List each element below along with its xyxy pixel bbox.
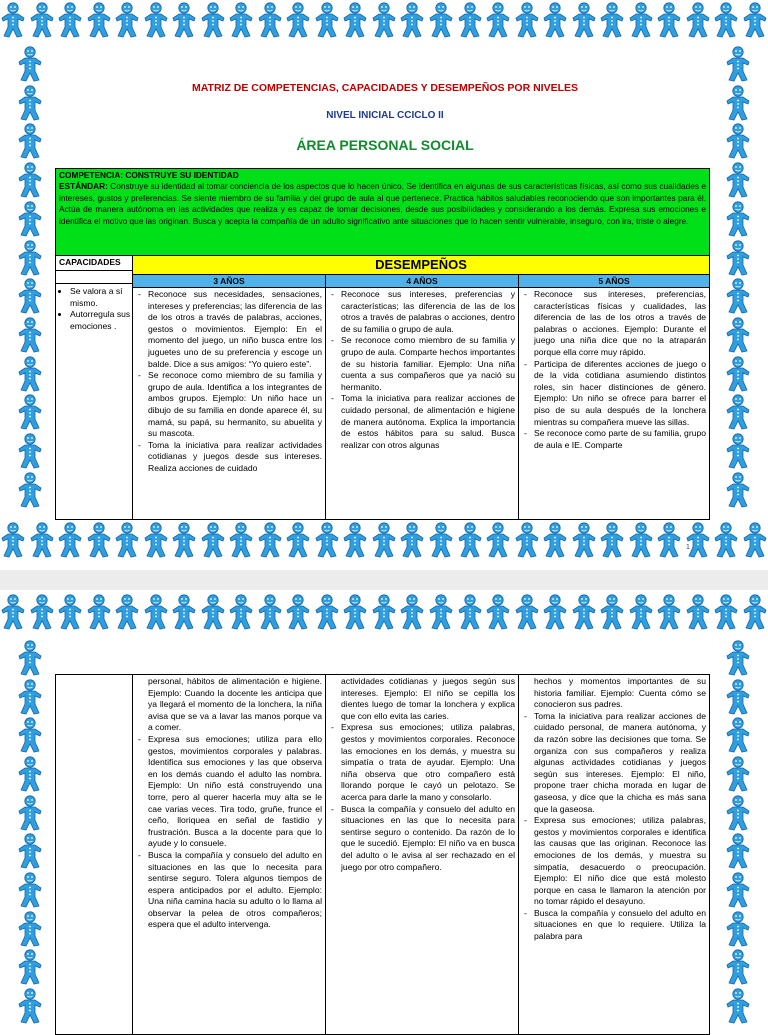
paper-doll-figure bbox=[542, 2, 568, 38]
level-heading: NIVEL INICIAL CCICLO II bbox=[326, 110, 444, 121]
paper-doll-figure bbox=[342, 2, 368, 38]
decorative-border-top bbox=[0, 594, 768, 640]
paper-doll-figure bbox=[457, 2, 483, 38]
desempeno-continuation: personal, hábitos de alimentación e higiene. Ejemplo: Cuando la docente les anticipa que ya llegará el momento de la lonchera, la niña avisa que se va a lavar las manos porque va a comer. bbox=[148, 676, 322, 733]
paper-doll-figure bbox=[725, 911, 751, 947]
desempeno-item: - Expresa sus emociones; utiliza para ello gestos, movimientos corporales y palabras. Identifica sus emociones y las que observa en los demás cuando el adulto las nombra. Ejemplo: Un niño está construyendo una torre, pero al querer hacerla muy alta se le cae varias veces. Tira todo, gruñe, frunce el ceño, lloriquea en señal de fastidio y frustración. Busca a la docente para que lo ayude y lo consuele. bbox=[136, 734, 322, 850]
paper-doll-figure bbox=[57, 522, 83, 558]
capacidades-cell-empty bbox=[56, 675, 133, 1035]
paper-doll-figure bbox=[725, 472, 751, 508]
paper-doll-figure bbox=[457, 594, 483, 630]
paper-doll-figure bbox=[228, 594, 254, 630]
desempeno-continuation: actividades cotidianas y juegos según sus intereses. Ejemplo: El niño se cepilla los dientes luego de tomar la lonchera y explica que con ello evita las caries. bbox=[341, 676, 515, 721]
paper-doll-figure bbox=[114, 522, 140, 558]
paper-doll-figure bbox=[514, 522, 540, 558]
desempenos-5-anos bbox=[519, 288, 710, 520]
paper-doll-figure bbox=[725, 433, 751, 469]
desempeno-item: - Busca la compañía y consuelo del adulto en situaciones en las que lo necesita para sentirse seguro. Tolera algunos tiempos de espera anticipados por el adulto. Ejemplo: Una niña camina hacia su adulto o lo llama al observar la pelea de otros compañeros; espera que el adulto intervenga. bbox=[136, 850, 322, 931]
paper-doll-figure bbox=[485, 594, 511, 630]
paper-doll-figure bbox=[571, 522, 597, 558]
paper-doll-figure bbox=[314, 2, 340, 38]
paper-doll-figure bbox=[725, 46, 751, 82]
paper-doll-figure bbox=[17, 872, 43, 908]
paper-doll-figure bbox=[713, 522, 739, 558]
desempeno-continuation: hechos y momentos importantes de su historia familiar. Ejemplo: Cuenta cómo se conocieron sus padres. bbox=[534, 676, 706, 710]
desempenos-header: DESEMPEÑOS bbox=[133, 256, 710, 275]
paper-doll-figure bbox=[656, 594, 682, 630]
paper-doll-figure bbox=[599, 2, 625, 38]
paper-doll-figure bbox=[17, 679, 43, 715]
paper-doll-figure bbox=[399, 522, 425, 558]
paper-doll-figure bbox=[17, 433, 43, 469]
paper-doll-figure bbox=[725, 949, 751, 985]
paper-doll-figure bbox=[29, 2, 55, 38]
paper-doll-figure bbox=[29, 522, 55, 558]
desempeno-item: - Reconoce sus intereses, preferencias, características físicas y cualidades, las diferencia de las de los otros a través de palabras o acciones. Ejemplo: Durante el juego una niña dice que no la atraparán porque ella corre muy rápido. bbox=[522, 289, 706, 359]
paper-doll-figure bbox=[725, 679, 751, 715]
paper-doll-figure bbox=[17, 640, 43, 676]
paper-doll-figure bbox=[725, 240, 751, 276]
paper-doll-figure bbox=[17, 201, 43, 237]
paper-doll-figure bbox=[485, 2, 511, 38]
paper-doll-figure bbox=[725, 356, 751, 392]
paper-doll-figure bbox=[725, 201, 751, 237]
paper-doll-figure bbox=[143, 522, 169, 558]
desempeno-item: - Participa de diferentes acciones de juego o de la vida cotidiana asumiendo distintos roles, sin hacer distinciones de género. Ejemplo: Un niño se ofrece para barrer el piso de su aula después de la lonchera mientras su compañera mueve las sillas. bbox=[522, 359, 706, 429]
paper-doll-figure bbox=[86, 2, 112, 38]
paper-doll-figure bbox=[0, 522, 26, 558]
desempenos-3-anos bbox=[133, 288, 326, 520]
desempeno-item: - Se reconoce como miembro de su familia y grupo de aula. Comparte hechos importantes de su historia familiar. Ejemplo: Una niña cuenta a sus compañeros que ya nació su hermanito. bbox=[329, 335, 515, 393]
paper-doll-figure bbox=[342, 594, 368, 630]
paper-doll-figure bbox=[228, 2, 254, 38]
decorative-border-left bbox=[10, 640, 50, 1024]
paper-doll-figure bbox=[0, 2, 26, 38]
desempenos-3-anos-cont bbox=[133, 675, 326, 1035]
paper-doll-figure bbox=[257, 594, 283, 630]
paper-doll-figure bbox=[725, 795, 751, 831]
decorative-border-top bbox=[0, 2, 768, 48]
paper-doll-figure bbox=[371, 2, 397, 38]
paper-doll-figure bbox=[17, 717, 43, 753]
paper-doll-figure bbox=[86, 594, 112, 630]
paper-doll-figure bbox=[628, 522, 654, 558]
paper-doll-figure bbox=[342, 522, 368, 558]
paper-doll-figure bbox=[725, 162, 751, 198]
paper-doll-figure bbox=[742, 594, 768, 630]
paper-doll-figure bbox=[725, 85, 751, 121]
paper-doll-figure bbox=[200, 522, 226, 558]
paper-doll-figure bbox=[17, 833, 43, 869]
decorative-border-right bbox=[718, 46, 758, 508]
desempeno-item: - Busca la compañía y consuelo del adulto en situaciones en las que lo necesita para sentirse seguro o contenido. Da razón de lo que le sucedió. Ejemplo: El niño va en busca del adulto o le avisa al ser rechazado en el juego por otro compañero. bbox=[329, 804, 515, 874]
paper-doll-figure bbox=[114, 594, 140, 630]
paper-doll-figure bbox=[457, 522, 483, 558]
paper-doll-figure bbox=[17, 949, 43, 985]
decorative-border-right bbox=[718, 640, 758, 1024]
page-gap bbox=[0, 570, 768, 590]
desempeno-item: - Expresa sus emociones; utiliza palabras, gestos y movimientos corporales. Reconoce las emociones en los demás, y muestra su simpatía o trata de ayudar. Ejemplo: Una niña observa que otro compañero está llorando porque le cayó un pelotazo. Se acerca para darle la mano y consolarlo. bbox=[329, 722, 515, 803]
paper-doll-figure bbox=[428, 2, 454, 38]
paper-doll-figure bbox=[17, 756, 43, 792]
paper-doll-figure bbox=[285, 2, 311, 38]
paper-doll-figure bbox=[656, 2, 682, 38]
paper-doll-figure bbox=[17, 394, 43, 430]
year-header-5: 5 AÑOS bbox=[519, 275, 710, 288]
area-heading: ÁREA PERSONAL SOCIAL bbox=[296, 137, 474, 153]
paper-doll-figure bbox=[17, 472, 43, 508]
year-header-4: 4 AÑOS bbox=[326, 275, 519, 288]
paper-doll-figure bbox=[285, 522, 311, 558]
document-title: MATRIZ DE COMPETENCIAS, CAPACIDADES Y DESEMPEÑOS POR NIVELES bbox=[191, 82, 579, 94]
paper-doll-figure bbox=[542, 594, 568, 630]
estandar-text: Construye su identidad al tomar conciencia de los aspectos que lo hacen único. Se identifica en algunas de sus características físicas, así como sus cualidades e intereses, gustos y preferencias. Se siente miembro de su familia y del grupo de aula al que pertenece. Practica hábitos saludables reconociendo que son importantes para él. Actúa de manera autónoma en las actividades que realiza y es capaz de tomar decisiones, desde sus posibilidades y considerando a los demás. Expresa sus emociones e identifica el motivo que las originan. Busca y acepta la compañía de un adulto significativo ante situaciones que lo hacen sentir vulnerable, inseguro, con ira, triste o alegre. bbox=[59, 181, 707, 226]
capacidades-header: CAPACIDADES bbox=[56, 256, 132, 271]
paper-doll-figure bbox=[57, 2, 83, 38]
paper-doll-figure bbox=[725, 394, 751, 430]
paper-doll-figure bbox=[725, 317, 751, 353]
paper-doll-figure bbox=[29, 594, 55, 630]
paper-doll-figure bbox=[725, 872, 751, 908]
decorative-border-bottom bbox=[0, 522, 768, 568]
paper-doll-figure bbox=[114, 2, 140, 38]
desempenos-5-anos-cont bbox=[519, 675, 710, 1035]
paper-doll-figure bbox=[17, 123, 43, 159]
paper-doll-figure bbox=[428, 522, 454, 558]
paper-doll-figure bbox=[742, 522, 768, 558]
paper-doll-figure bbox=[571, 594, 597, 630]
desempeno-item: - Expresa sus emociones; utiliza palabras, gestos y movimientos corporales e identifica las causas que las originan. Reconoce las emociones de los demás, y muestra su simpatía, desacuerdo o preocupación. Ejemplo: El niño dice que está molesto porque en casa le llamaron la atención por no tomar rápido el desayuno. bbox=[522, 815, 706, 908]
capacidad-item: • Se valora a sí mismo. bbox=[70, 286, 132, 309]
paper-doll-figure bbox=[228, 522, 254, 558]
paper-doll-figure bbox=[713, 2, 739, 38]
paper-doll-figure bbox=[656, 522, 682, 558]
decorative-border-left bbox=[10, 46, 50, 508]
paper-doll-figure bbox=[17, 911, 43, 947]
paper-doll-figure bbox=[17, 85, 43, 121]
paper-doll-figure bbox=[171, 522, 197, 558]
paper-doll-figure bbox=[257, 522, 283, 558]
paper-doll-figure bbox=[371, 594, 397, 630]
page-number: 1 bbox=[686, 544, 690, 551]
paper-doll-figure bbox=[571, 2, 597, 38]
capacidades-cell bbox=[56, 256, 133, 520]
paper-doll-figure bbox=[685, 594, 711, 630]
paper-doll-figure bbox=[17, 240, 43, 276]
paper-doll-figure bbox=[599, 594, 625, 630]
paper-doll-figure bbox=[514, 594, 540, 630]
paper-doll-figure bbox=[725, 833, 751, 869]
paper-doll-figure bbox=[399, 2, 425, 38]
desempeno-item: - Se reconoce como miembro de su familia y grupo de aula. Identifica a los integrantes de ambos grupos. Ejemplo: Un niño hace un dibujo de su familia en donde aparece él, su mamá, su papá, su hermanito, su abuelita y su mascota. bbox=[136, 370, 322, 440]
paper-doll-figure bbox=[514, 2, 540, 38]
capacidad-item: • Autorregula sus emociones . bbox=[70, 309, 132, 332]
paper-doll-figure bbox=[628, 594, 654, 630]
desempeno-item: - Toma la iniciativa para realizar actividades cotidianas y juegos desde sus intereses. Realiza acciones de cuidado bbox=[136, 440, 322, 475]
desempeno-item: - Toma la iniciativa para realizar acciones de cuidado personal, de manera autónoma, y da razón sobre las decisiones que toma. Se organiza con sus compañeros y realiza algunas actividades cotidianas y juegos según sus intereses. Ejemplo: El niño, propone traer chicha morada en lugar de gaseosa, y dice que la chicha es más sana que la gaseosa. bbox=[522, 711, 706, 815]
paper-doll-figure bbox=[17, 317, 43, 353]
competencia-block bbox=[56, 169, 710, 256]
desempeno-item: - Se reconoce como parte de su familia, grupo de aula e IE. Comparte bbox=[522, 428, 706, 451]
paper-doll-figure bbox=[257, 2, 283, 38]
paper-doll-figure bbox=[725, 640, 751, 676]
paper-doll-figure bbox=[725, 278, 751, 314]
paper-doll-figure bbox=[17, 988, 43, 1024]
capacidades-list bbox=[56, 284, 132, 332]
year-header-3: 3 AÑOS bbox=[133, 275, 326, 288]
competency-matrix-table bbox=[55, 168, 710, 520]
paper-doll-figure bbox=[725, 717, 751, 753]
competencia-label: COMPETENCIA: CONSTRUYE SU IDENTIDAD bbox=[59, 170, 239, 180]
desempeno-item: - Reconoce sus necesidades, sensaciones, intereses y preferencias; las diferencia de las de los otros a través de palabras, acciones, gestos o movimientos. Ejemplo: En el momento del juego, un niño busca entre los juguetes uno de su preferencia y escoge un balde. Dice a sus amigos: “Yo quiero este”. bbox=[136, 289, 322, 370]
paper-doll-figure bbox=[685, 2, 711, 38]
desempeno-item: - Busca la compañía y consuelo del adulto en situaciones en que lo requiere. Utiliza la palabra para bbox=[522, 908, 706, 943]
paper-doll-figure bbox=[171, 2, 197, 38]
paper-doll-figure bbox=[17, 162, 43, 198]
paper-doll-figure bbox=[314, 594, 340, 630]
paper-doll-figure bbox=[371, 522, 397, 558]
paper-doll-figure bbox=[200, 594, 226, 630]
desempeno-item: - Reconoce sus intereses, preferencias y características; las diferencia de las de los otros a través de palabras o acciones, dentro de su familia o grupo de aula. bbox=[329, 289, 515, 335]
paper-doll-figure bbox=[0, 594, 26, 630]
paper-doll-figure bbox=[200, 2, 226, 38]
paper-doll-figure bbox=[57, 594, 83, 630]
competency-matrix-table-continued bbox=[55, 674, 710, 1035]
paper-doll-figure bbox=[725, 756, 751, 792]
paper-doll-figure bbox=[17, 356, 43, 392]
paper-doll-figure bbox=[17, 278, 43, 314]
estandar-label: ESTÁNDAR: bbox=[59, 181, 108, 192]
paper-doll-figure bbox=[428, 594, 454, 630]
paper-doll-figure bbox=[725, 123, 751, 159]
paper-doll-figure bbox=[285, 594, 311, 630]
paper-doll-figure bbox=[725, 988, 751, 1024]
desempenos-4-anos-cont bbox=[326, 675, 519, 1035]
paper-doll-figure bbox=[171, 594, 197, 630]
paper-doll-figure bbox=[713, 594, 739, 630]
paper-doll-figure bbox=[742, 2, 768, 38]
paper-doll-figure bbox=[542, 522, 568, 558]
paper-doll-figure bbox=[143, 2, 169, 38]
paper-doll-figure bbox=[17, 46, 43, 82]
paper-doll-figure bbox=[628, 2, 654, 38]
paper-doll-figure bbox=[86, 522, 112, 558]
desempeno-item: - Toma la iniciativa para realizar acciones de cuidado personal, de alimentación e higiene de manera autónoma. Explica la importancia de estos hábitos para su salud. Busca realizar con otros algunas bbox=[329, 393, 515, 451]
paper-doll-figure bbox=[485, 522, 511, 558]
paper-doll-figure bbox=[685, 522, 711, 558]
paper-doll-figure bbox=[399, 594, 425, 630]
desempenos-4-anos bbox=[326, 288, 519, 520]
paper-doll-figure bbox=[599, 522, 625, 558]
paper-doll-figure bbox=[314, 522, 340, 558]
paper-doll-figure bbox=[143, 594, 169, 630]
paper-doll-figure bbox=[17, 795, 43, 831]
